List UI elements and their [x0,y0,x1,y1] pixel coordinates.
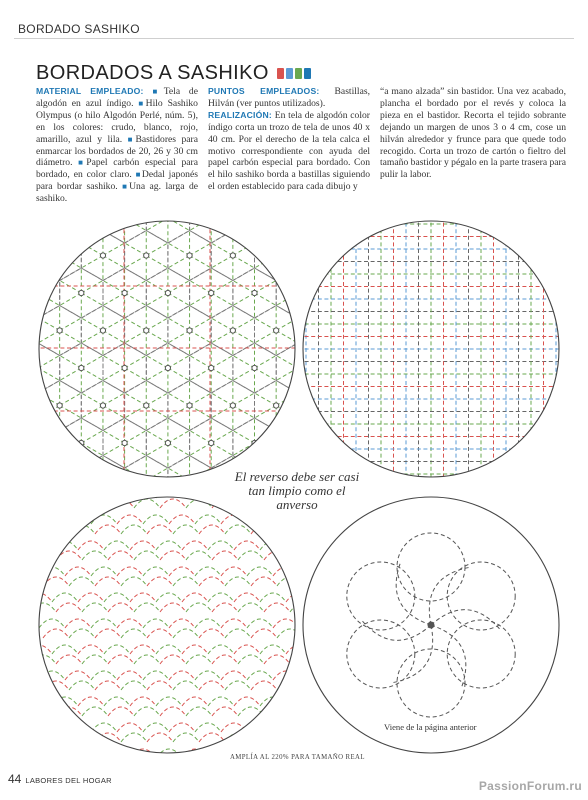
materials-item: Dedal japonés para bordar sashiko. [36,169,198,193]
continued-note: Viene de la página anterior [384,722,477,732]
top-rule [14,38,574,39]
page-title: BORDADOS A SASHIKO [36,62,269,84]
spool-blue-icon [286,68,293,79]
materials-item: Bastidores para enmarcar los bordados de 20, 26 y 30 cm diámetro. [36,133,198,169]
flower-pattern-diagram [298,492,564,758]
arcs-pattern-diagram [34,492,300,758]
spool-navy-icon [304,68,311,79]
bullet-square-icon: ■ [152,87,164,96]
thread-spools-icon [277,68,311,79]
stitches-heading: PUNTOS EMPLEADOS: [208,86,320,96]
materials-item: Papel carbón especial para bordado, en color claro. [36,157,199,181]
bullet-square-icon: ■ [78,158,87,168]
materials-intro: Tela de algodón en azul índigo. [36,86,198,109]
spool-green-icon [295,68,302,79]
bullet-square-icon: ■ [138,98,146,108]
page-number: 44 [8,772,22,786]
bullet-square-icon: ■ [135,170,142,180]
materials-item: Una ag. larga de sashiko. [36,181,199,205]
scale-note: AMPLÍA AL 220% PARA TAMAÑO REAL [230,754,365,761]
stitches-text: Bastillas, Hilván (ver puntos utilizados). [208,86,370,109]
instructions-column [208,86,370,193]
watermark: PassionForum.ru [478,779,582,793]
magazine-name: LABORES DEL HOGAR [25,776,112,785]
hexagon-pattern-diagram [34,216,300,482]
section-label: BORDADO SASHIKO [18,22,140,36]
bullet-square-icon: ■ [122,182,130,192]
footer [8,772,112,786]
materials-item: Hilo Sashiko Olympus (o hilo Algodón Perlé, núm. 5), en los colores: crudo, blanco, rojo, amarillo, azul y lila. [36,97,198,145]
realization-heading: REALIZACIÓN: [208,109,272,120]
caption: El reverso debe ser casi tan limpio como el anverso [234,469,360,512]
materials-heading: MATERIAL EMPLEADO: [36,86,144,96]
spool-red-icon [277,68,284,79]
woven-grid-diagram [298,216,564,482]
title-row [36,62,311,85]
materials-column [36,86,198,205]
realization-text: En tela de algodón color índigo corta un trozo de tela de unos 40 x 40 cm. Por el derecho de la tela calca el motivo correspondiente con ayuda del papel carbón especial para bordado. Con el hilo sashiko borda a bastillas siguiendo el orden establecido para cada dibujo y [208,109,370,193]
bullet-square-icon: ■ [127,134,136,144]
continued-column: “a mano alzada” sin bastidor. Una vez acabado, plancha el bordado por el revés y coloca la pieza en el bastidor. Recorta el tejido sobrante dejando un margen de unos 3 o 4 cm, cose un hilván alrededor y frunce para que quede todo recogido. Corta un trozo de cartón o fieltro del tamaño bastidor y pégalo en la parte trasera para pulir la labor. [380,86,566,181]
